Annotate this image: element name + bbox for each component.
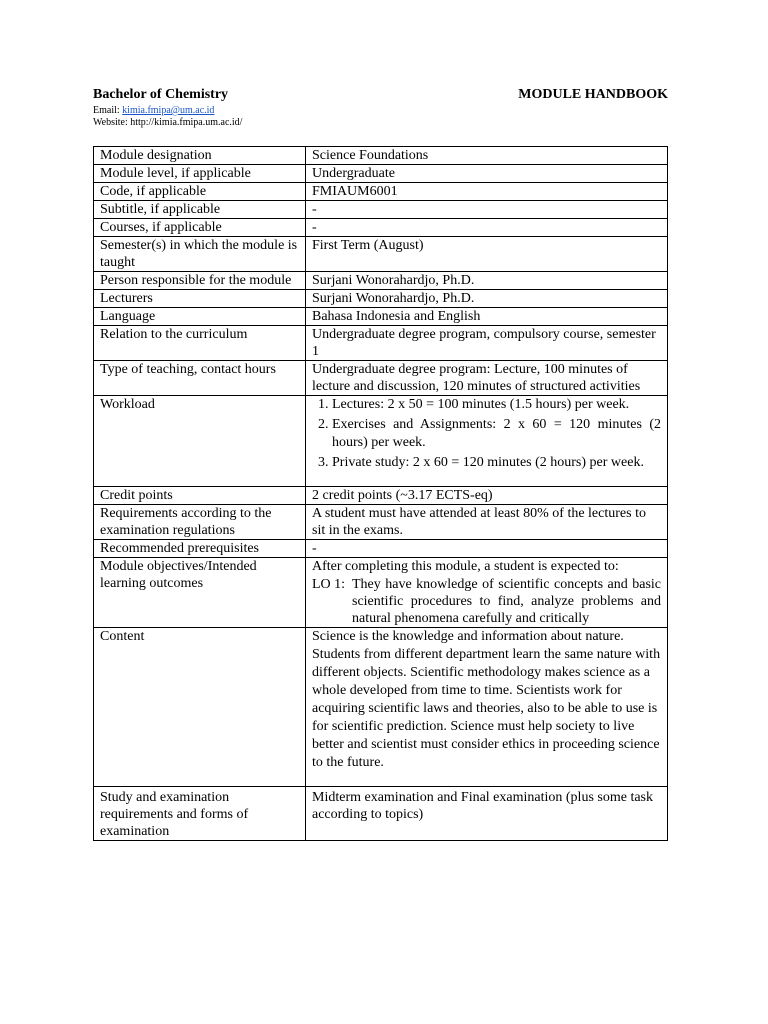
website-label: Website: <box>93 117 128 128</box>
table-row <box>94 183 668 201</box>
table-row <box>94 396 668 487</box>
table-row <box>94 165 668 183</box>
table-row <box>94 272 668 290</box>
row-value: FMIAUM6001 <box>306 183 668 201</box>
row-label: Person responsible for the module <box>94 272 306 290</box>
row-label: Credit points <box>94 487 306 505</box>
table-row <box>94 147 668 165</box>
row-label: Module objectives/Intended learning outcomes <box>94 558 306 628</box>
program-title: Bachelor of Chemistry <box>93 87 229 102</box>
email-line <box>93 105 214 117</box>
row-value: Bahasa Indonesia and English <box>306 308 668 326</box>
lo-text: They have knowledge of scientific concepts and basic scientific procedures to find, analyze problems and natural phenomena carefully and critically <box>352 577 661 626</box>
email-label: Email: <box>93 105 120 116</box>
table-row <box>94 201 668 219</box>
document-title: MODULE HANDBOOK <box>518 87 668 102</box>
row-value: - <box>306 201 668 219</box>
objectives-intro: After completing this module, a student is expected to: <box>312 559 619 574</box>
row-value: Undergraduate degree program: Lecture, 100 minutes of lecture and discussion, 120 minutes of structured activities <box>306 361 668 396</box>
row-value: - <box>306 540 668 558</box>
table-row <box>94 290 668 308</box>
row-value: First Term (August) <box>306 237 668 272</box>
module-table <box>93 146 668 841</box>
row-label: Module level, if applicable <box>94 165 306 183</box>
table-row <box>94 219 668 237</box>
email-link[interactable]: kimia.fmipa@um.ac.id <box>122 105 215 116</box>
table-row <box>94 487 668 505</box>
row-value: A student must have attended at least 80% of the lectures to sit in the exams. <box>306 505 668 540</box>
table-row <box>94 787 668 841</box>
row-label: Recommended prerequisites <box>94 540 306 558</box>
row-value: Undergraduate <box>306 165 668 183</box>
row-value: Surjani Wonorahardjo, Ph.D. <box>306 290 668 308</box>
row-label: Type of teaching, contact hours <box>94 361 306 396</box>
table-row <box>94 540 668 558</box>
row-label: Module designation <box>94 147 306 165</box>
table-row <box>94 308 668 326</box>
table-row <box>94 628 668 787</box>
row-value: 2 credit points (~3.17 ECTS-eq) <box>306 487 668 505</box>
workload-list <box>312 396 661 472</box>
row-label: Requirements according to the examination regulations <box>94 505 306 540</box>
row-label: Content <box>94 628 306 787</box>
row-value: Surjani Wonorahardjo, Ph.D. <box>306 272 668 290</box>
table-row <box>94 505 668 540</box>
list-item: 2. Exercises and Assignments: 2 x 60 = 120 minutes (2 hours) per week. <box>332 416 661 452</box>
row-label: Language <box>94 308 306 326</box>
lo-tag: LO 1: <box>312 577 346 592</box>
website-line <box>93 117 242 129</box>
learning-outcome <box>312 576 661 627</box>
row-value: Science Foundations <box>306 147 668 165</box>
list-item: 1. Lectures: 2 x 50 = 100 minutes (1.5 hours) per week. <box>332 396 661 414</box>
row-value <box>306 558 668 628</box>
row-label: Lecturers <box>94 290 306 308</box>
row-label: Workload <box>94 396 306 487</box>
row-label: Study and examination requirements and forms of examination <box>94 787 306 841</box>
website-url: http://kimia.fmipa.um.ac.id/ <box>130 117 243 128</box>
table-row <box>94 326 668 361</box>
row-value: Science is the knowledge and information about nature. Students from different department learn the same nature with different objects. Scientific methodology makes science as a whole developed from time to time. Scientists work for acquiring scientific laws and theories, also to be able to use is for scientific prediction. Science must help society to live better and scientist must consider ethics in proceeding science to the future. <box>306 628 668 787</box>
table-row <box>94 558 668 628</box>
row-value <box>306 396 668 487</box>
row-label: Subtitle, if applicable <box>94 201 306 219</box>
row-label: Relation to the curriculum <box>94 326 306 361</box>
list-item: 3. Private study: 2 x 60 = 120 minutes (2 hours) per week. <box>332 454 661 472</box>
row-value: Undergraduate degree program, compulsory course, semester 1 <box>306 326 668 361</box>
table-row <box>94 361 668 396</box>
table-row <box>94 237 668 272</box>
row-label: Courses, if applicable <box>94 219 306 237</box>
row-value: Midterm examination and Final examination (plus some task according to topics) <box>306 787 668 841</box>
row-label: Semester(s) in which the module is taught <box>94 237 306 272</box>
row-label: Code, if applicable <box>94 183 306 201</box>
row-value: - <box>306 219 668 237</box>
